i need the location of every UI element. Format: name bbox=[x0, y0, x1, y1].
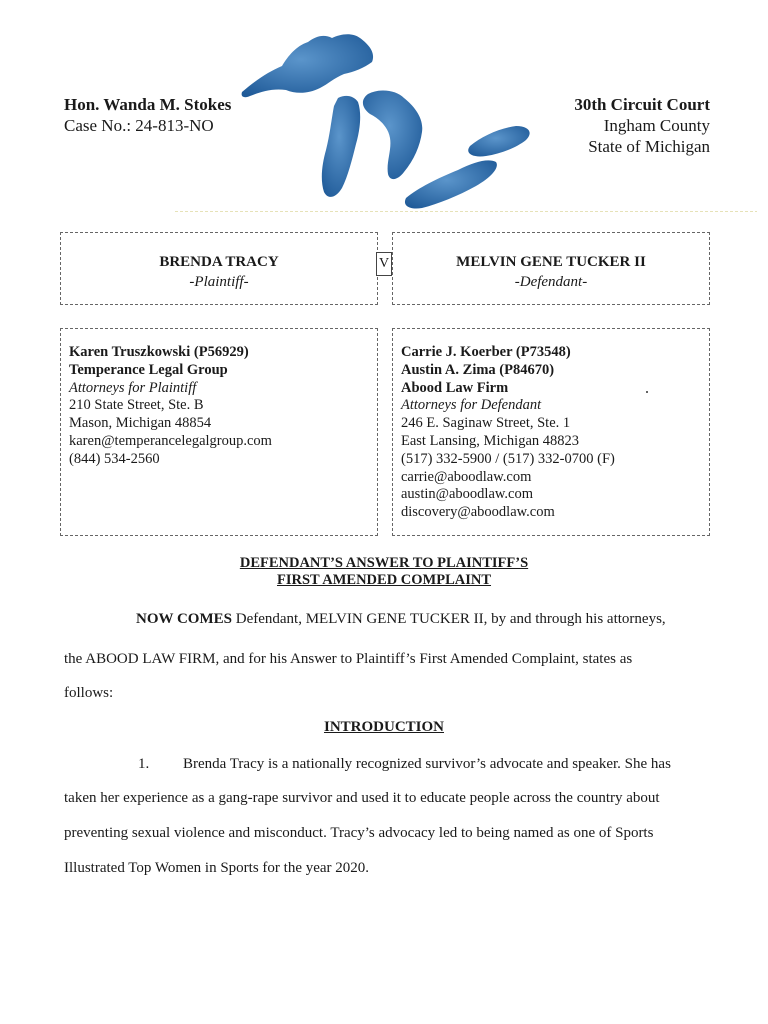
defendant-attorney-street: 246 E. Saginaw Street, Ste. 1 bbox=[401, 415, 571, 432]
defendant-attorney-phone: (517) 332-5900 / (517) 332-0700 (F) bbox=[401, 450, 615, 467]
plaintiff-attorney-box bbox=[60, 328, 378, 536]
state: State of Michigan bbox=[588, 137, 710, 156]
versus-marker: V bbox=[376, 252, 392, 276]
judge-name: Hon. Wanda M. Stokes bbox=[64, 95, 232, 114]
paragraph-1-line-2: taken her experience as a gang-rape survivor and used it to educate people across the country about bbox=[64, 790, 660, 806]
intro-line-1 bbox=[136, 611, 666, 628]
judge-block bbox=[64, 94, 231, 136]
paragraph-1-line-3: preventing sexual violence and misconduct. Tracy’s advocacy led to being named as one of Sports bbox=[64, 825, 654, 841]
defendant-attorney-role: Attorneys for Defendant bbox=[401, 397, 542, 414]
header-divider bbox=[175, 211, 757, 212]
plaintiff-role: -Plaintiff- bbox=[189, 274, 249, 290]
plaintiff-attorney-phone: (844) 534-2560 bbox=[69, 450, 160, 467]
plaintiff-caption-box bbox=[60, 232, 378, 305]
intro-line-3: follows: bbox=[64, 685, 114, 701]
scan-speck bbox=[646, 391, 648, 393]
plaintiff-attorney-street: 210 State Street, Ste. B bbox=[69, 397, 204, 414]
defendant-attorney-email-2: austin@aboodlaw.com bbox=[401, 486, 534, 503]
defendant-attorney-name-2: Austin A. Zima (P84670) bbox=[401, 361, 555, 378]
defendant-attorney-name-1: Carrie J. Koerber (P73548) bbox=[401, 344, 571, 360]
section-heading: INTRODUCTION bbox=[323, 719, 444, 735]
paragraph-1-line-4: Illustrated Top Women in Sports for the year 2020. bbox=[64, 860, 370, 876]
defendant-attorney-box bbox=[392, 328, 710, 536]
defendant-attorney-city: East Lansing, Michigan 48823 bbox=[401, 432, 580, 449]
plaintiff-attorney-role: Attorneys for Plaintiff bbox=[69, 379, 197, 396]
defendant-name: MELVIN GENE TUCKER II bbox=[456, 254, 646, 270]
defendant-attorney-email-1: carrie@aboodlaw.com bbox=[401, 468, 532, 485]
plaintiff-attorney-city: Mason, Michigan 48854 bbox=[69, 415, 212, 432]
plaintiff-attorney-name: Karen Truszkowski (P56929) bbox=[69, 344, 249, 360]
defendant-attorney-firm: Abood Law Firm bbox=[401, 379, 509, 396]
defendant-attorney-email-3: discovery@aboodlaw.com bbox=[401, 504, 555, 521]
intro-line-1-text: Defendant, MELVIN GENE TUCKER II, by and through his attorneys, bbox=[231, 611, 666, 627]
document-title-line-1: DEFENDANT’S ANSWER TO PLAINTIFF’S bbox=[239, 555, 529, 571]
case-number: Case No.: 24-813-NO bbox=[64, 116, 214, 135]
plaintiff-attorney-firm: Temperance Legal Group bbox=[69, 361, 228, 378]
plaintiff-name: BRENDA TRACY bbox=[159, 254, 279, 270]
paragraph-1-line-1: Brenda Tracy is a nationally recognized survivor’s advocate and speaker. She has bbox=[183, 756, 671, 772]
county: Ingham County bbox=[603, 116, 710, 135]
plaintiff-attorney-email: karen@temperancelegalgroup.com bbox=[69, 432, 272, 449]
court-block bbox=[574, 94, 710, 157]
intro-lead: NOW COMES bbox=[136, 611, 232, 627]
document-title-line-2: FIRST AMENDED COMPLAINT bbox=[276, 572, 492, 588]
court-name: 30th Circuit Court bbox=[574, 95, 710, 114]
defendant-role: -Defendant- bbox=[514, 274, 588, 290]
paragraph-number: 1. bbox=[138, 756, 150, 772]
defendant-caption-box bbox=[392, 232, 710, 305]
intro-line-2: the ABOOD LAW FIRM, and for his Answer to Plaintiff’s First Amended Complaint, states as bbox=[64, 651, 633, 667]
great-lakes-logo-icon bbox=[238, 22, 538, 222]
